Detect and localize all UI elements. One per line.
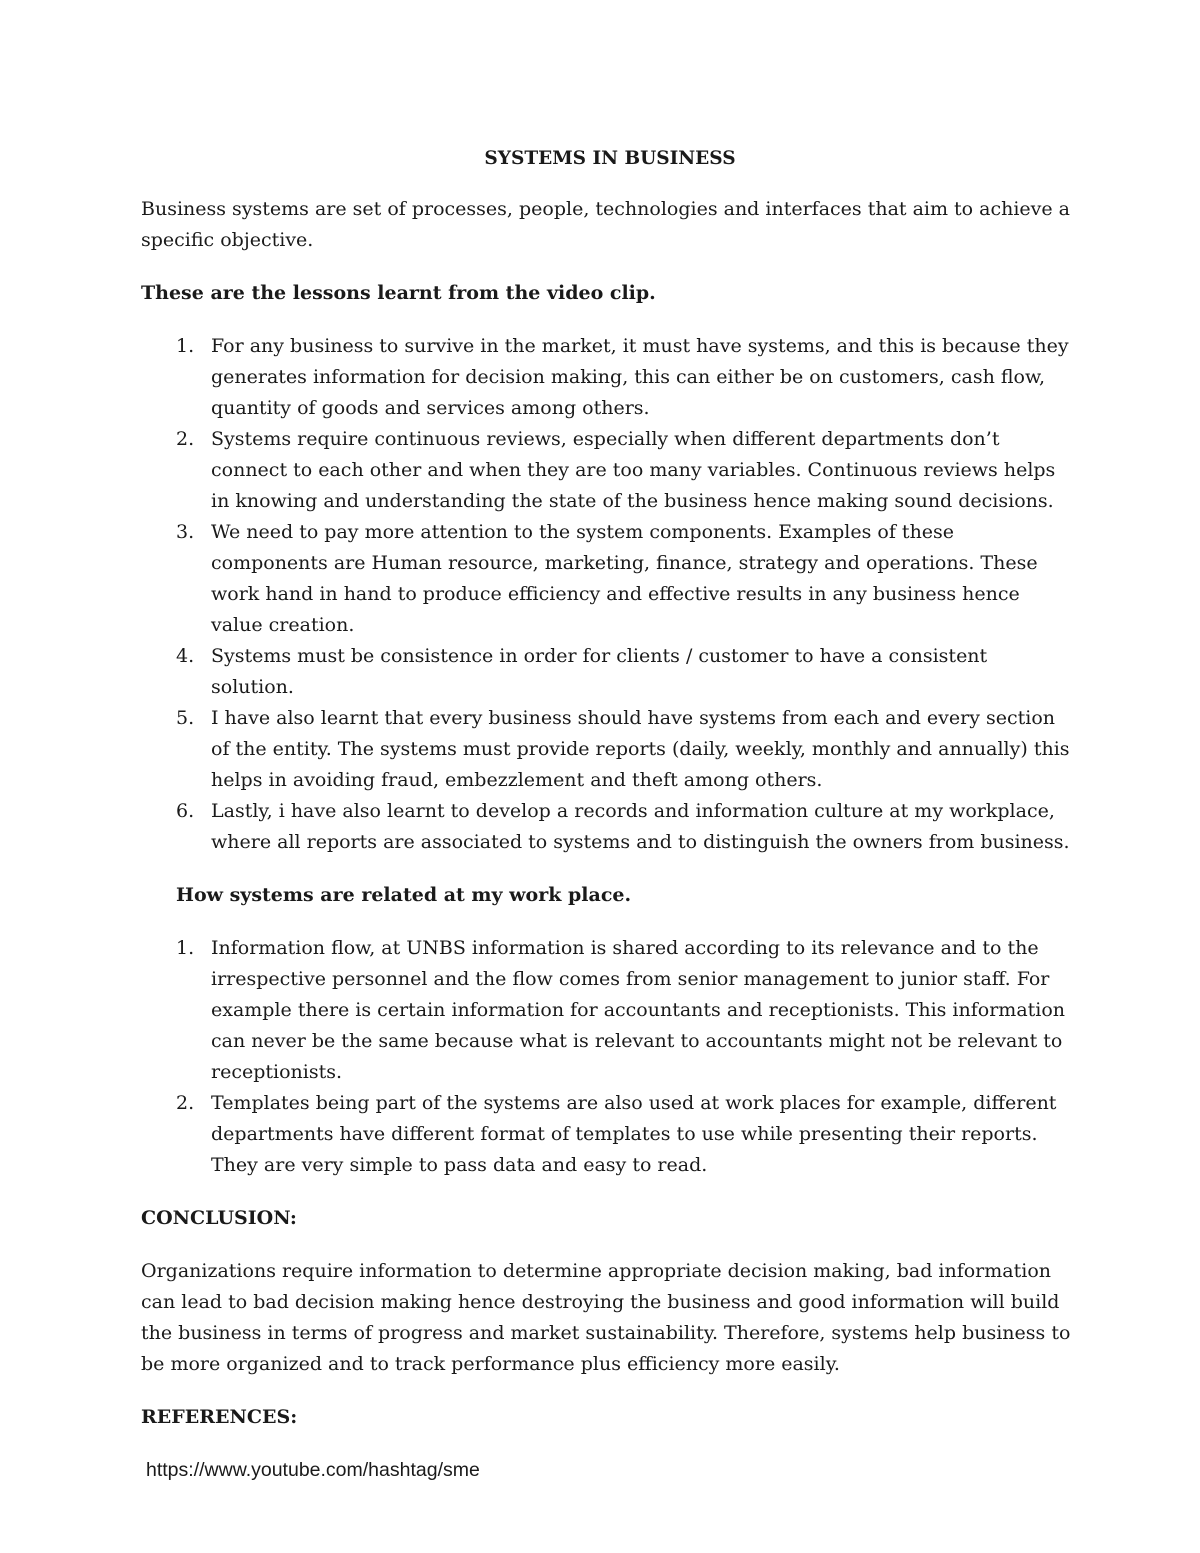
list-item-text: Systems must be consistence in order for clients / customer to have a consistent solution. (211, 645, 988, 698)
list-item (141, 517, 1071, 641)
list-item-text: Lastly, i have also learnt to develop a records and information culture at my workplace, where all reports are associated to systems and to distinguish the owners from business. (211, 800, 1070, 853)
intro-paragraph: Business systems are set of processes, people, technologies and interfaces that aim to achieve a specific objective. (141, 198, 1071, 251)
list-number: 4. (176, 645, 195, 667)
list-item (141, 703, 1071, 796)
list-number: 1. (176, 335, 195, 357)
document-body (141, 143, 1071, 1508)
reference-link[interactable]: https://www.youtube.com/hashtag/sme (146, 1459, 480, 1481)
list-item (141, 331, 1071, 424)
list-item-text: We need to pay more attention to the system components. Examples of these components are Human resource, marketing, finance, strategy and operations. These work hand in hand to produce efficiency and effective results in any business hence value creation. (211, 521, 1038, 636)
list-item-text: Systems require continuous reviews, especially when different departments don’t connect to each other and when they are too many variables. Continuous reviews helps in knowing and understanding the state of the business hence making sound decisions. (211, 428, 1056, 512)
list-item (141, 933, 1071, 1088)
lessons-list (141, 331, 1071, 858)
list-item (141, 796, 1071, 858)
lessons-heading: These are the lessons learnt from the video clip. (141, 282, 656, 304)
workplace-heading: How systems are related at my work place. (176, 884, 632, 906)
conclusion-paragraph: Organizations require information to determine appropriate decision making, bad information can lead to bad decision making hence destroying the business and good information will build the business in terms of progress and market sustainability. Therefore, systems help business to be more organized and to track performance plus efficiency more easily. (141, 1260, 1071, 1375)
list-number: 1. (176, 937, 195, 959)
document-title: SYSTEMS IN BUSINESS (484, 148, 736, 169)
list-item (141, 424, 1071, 517)
list-item (141, 1088, 1071, 1181)
list-number: 3. (176, 521, 195, 543)
list-item-text: For any business to survive in the market, it must have systems, and this is because they generates information for decision making, this can either be on customers, cash flow, quantity of goods and services among others. (211, 335, 1069, 419)
list-item (141, 641, 1071, 703)
list-number: 2. (176, 428, 195, 450)
conclusion-heading: CONCLUSION: (141, 1207, 297, 1229)
list-item-text: Templates being part of the systems are also used at work places for example, different departments have different format of templates to use while presenting their reports. They are very simple to pass data and easy to read. (211, 1092, 1057, 1176)
references-heading: REFERENCES: (141, 1406, 298, 1428)
list-number: 2. (176, 1092, 195, 1114)
list-number: 5. (176, 707, 195, 729)
list-number: 6. (176, 800, 195, 822)
workplace-list (141, 933, 1071, 1181)
list-item-text: I have also learnt that every business should have systems from each and every section of the entity. The systems must provide reports (daily, weekly, monthly and annually) this helps in avoiding fraud, embezzlement and theft among others. (211, 707, 1070, 791)
list-item-text: Information flow, at UNBS information is shared according to its relevance and to the irrespective personnel and the flow comes from senior management to junior staff. For example there is certain information for accountants and receptionists. This information can never be the same because what is relevant to accountants might not be relevant to receptionists. (211, 937, 1066, 1083)
